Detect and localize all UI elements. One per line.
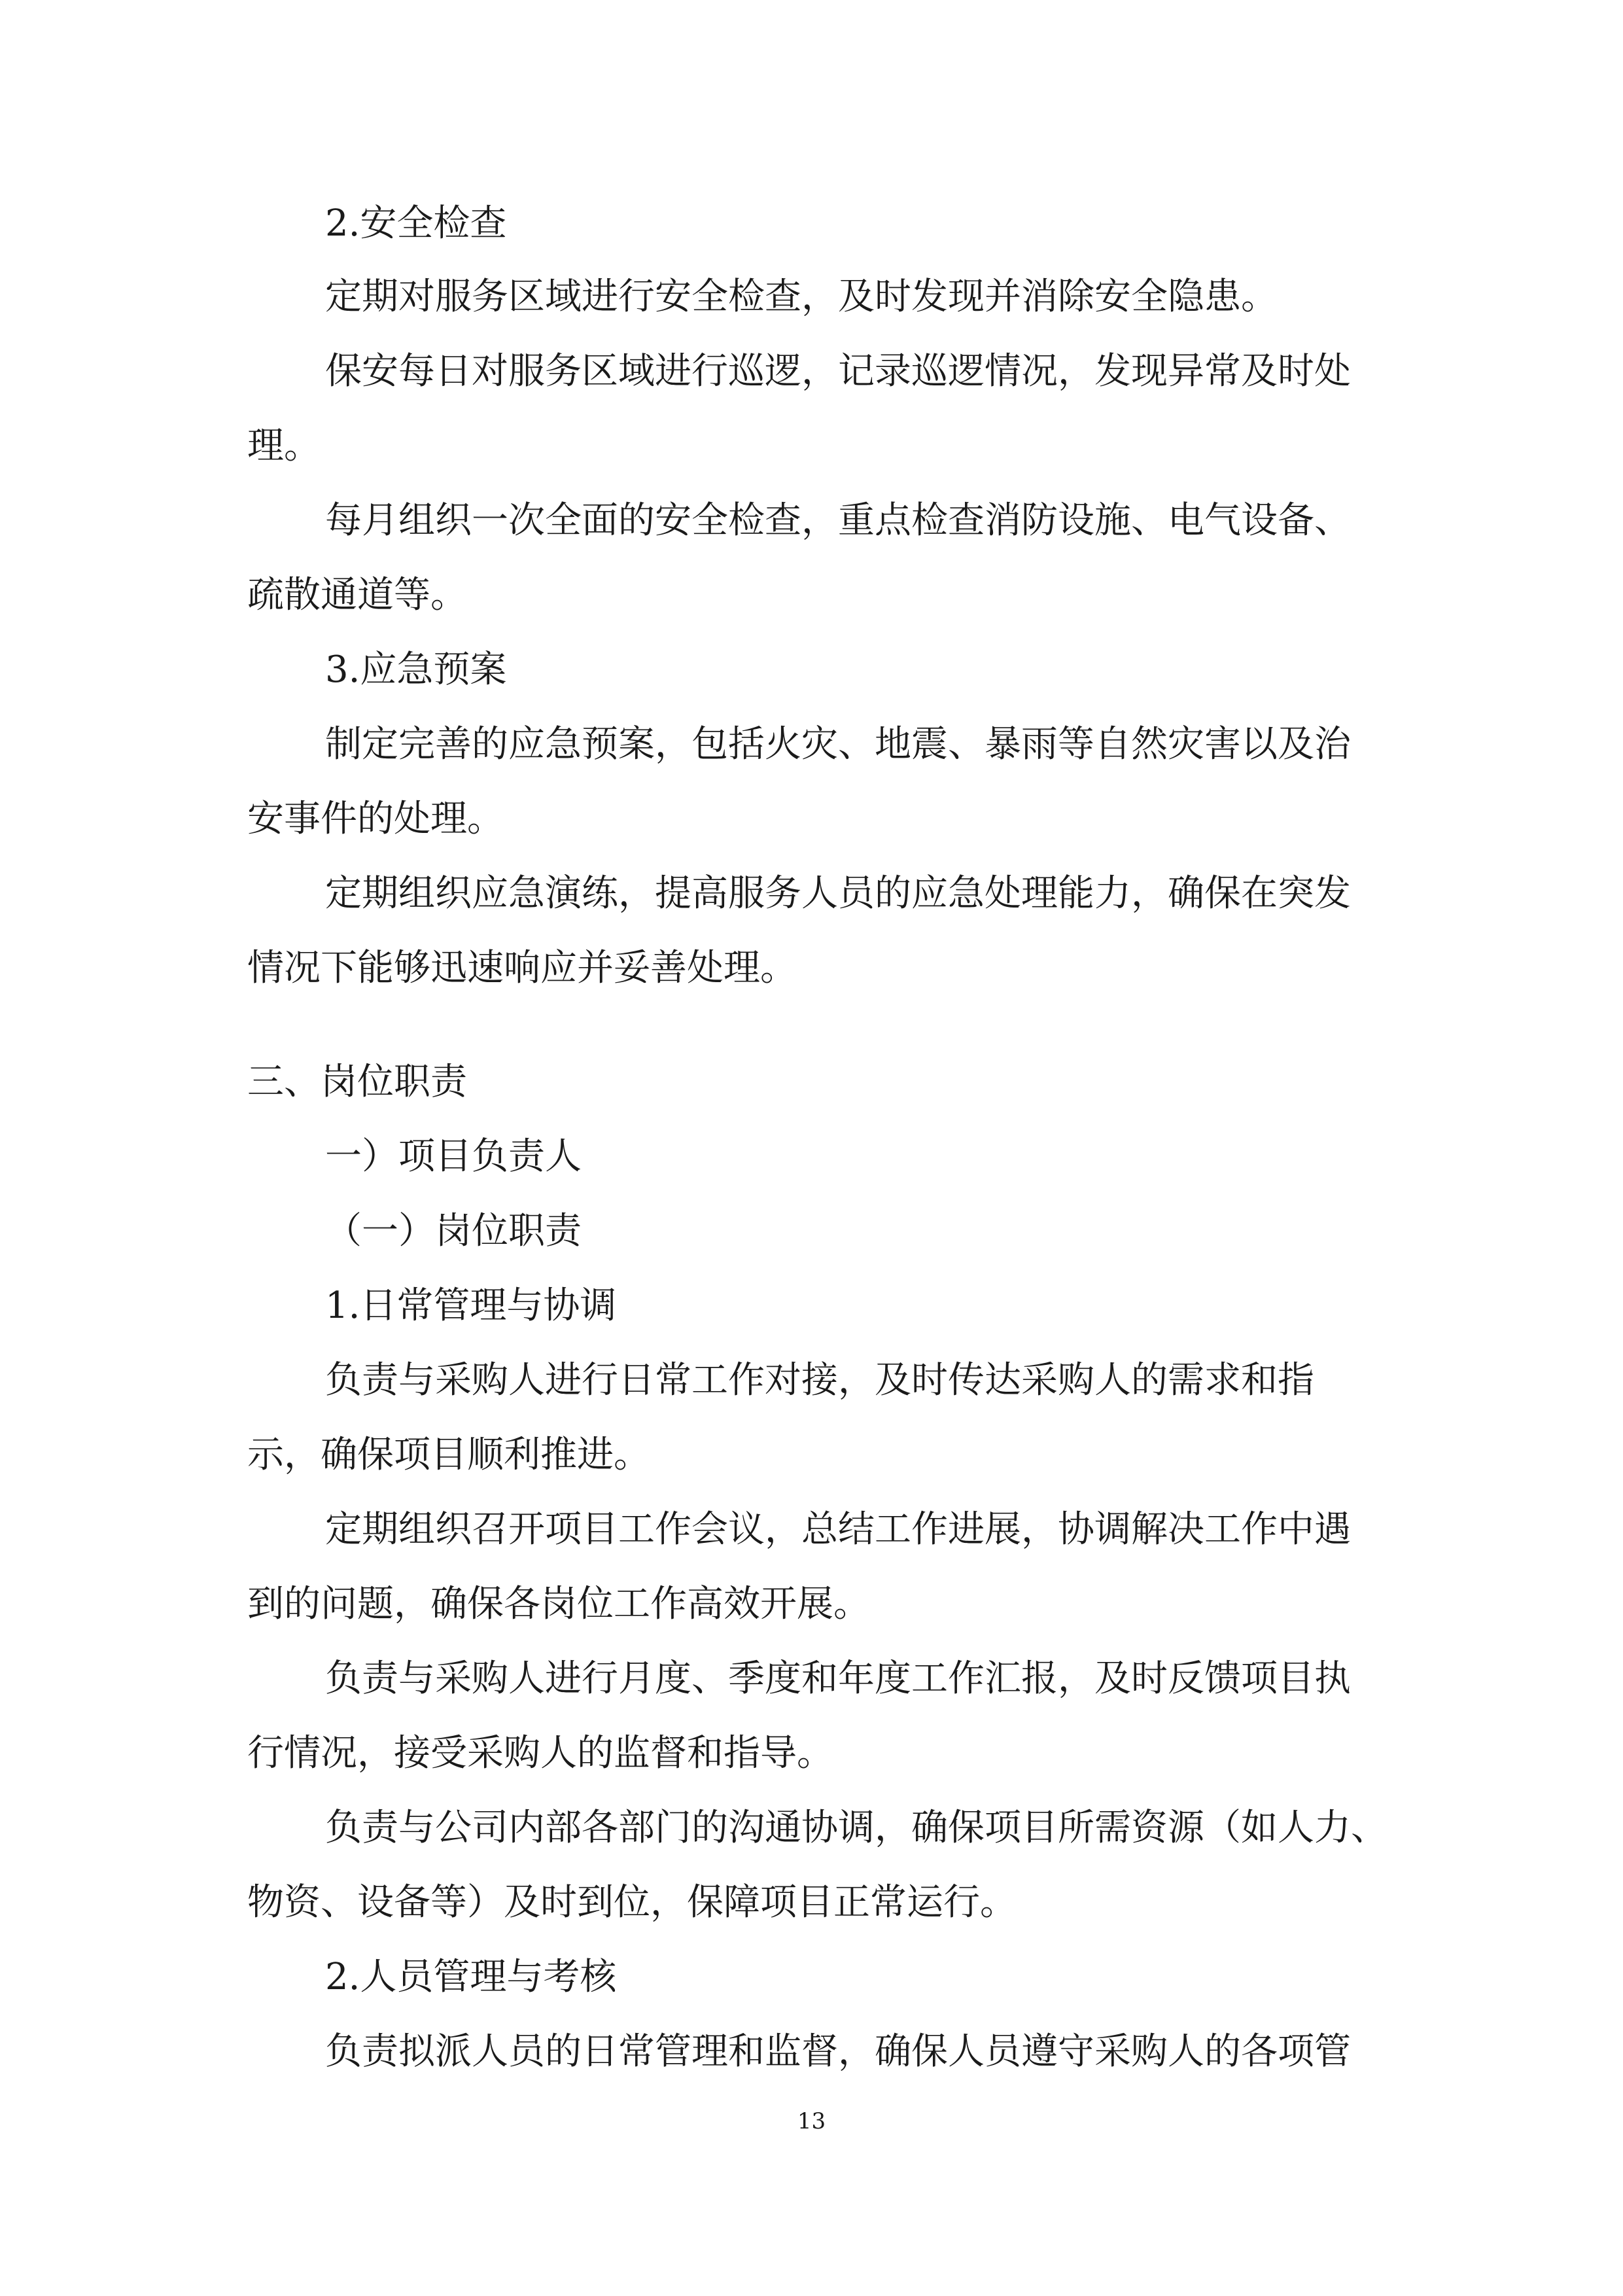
paragraph-line: 物资、设备等）及时到位，保障项目正常运行。 — [247, 1881, 1017, 1924]
paragraph-line: 安事件的处理。 — [247, 798, 504, 840]
subheading-safety-inspection: 2.安全检查 — [325, 202, 507, 245]
subheading-personnel-management: 2.人员管理与考核 — [325, 1956, 617, 1998]
page-number: 13 — [797, 2108, 826, 2134]
paragraph-line: 定期组织应急演练，提高服务人员的应急处理能力，确保在突发 — [325, 872, 1351, 915]
paragraph-line: 制定完善的应急预案，包括火灾、地震、暴雨等自然灾害以及治 — [325, 723, 1351, 766]
paragraph-line: 负责与公司内部各部门的沟通协调，确保项目所需资源（如人力、 — [325, 1807, 1387, 1849]
paragraph-line: 情况下能够迅速响应并妥善处理。 — [247, 947, 797, 989]
subheading-daily-management: 1.日常管理与协调 — [325, 1284, 617, 1327]
paragraph-line: 负责与采购人进行日常工作对接，及时传达采购人的需求和指 — [325, 1359, 1314, 1402]
subheading-emergency-plan: 3.应急预案 — [325, 648, 507, 691]
subsection-duties: （一）岗位职责 — [325, 1210, 582, 1252]
paragraph-line: 示，确保项目顺利推进。 — [247, 1434, 650, 1476]
subsection-project-leader: 一）项目负责人 — [325, 1135, 582, 1178]
paragraph-line: 保安每日对服务区域进行巡逻，记录巡逻情况，发现异常及时处 — [325, 350, 1351, 393]
paragraph-line: 每月组织一次全面的安全检查，重点检查消防设施、电气设备、 — [325, 499, 1351, 542]
paragraph-line: 负责拟派人员的日常管理和监督，确保人员遵守采购人的各项管 — [325, 2030, 1351, 2073]
paragraph-line: 定期对服务区域进行安全检查，及时发现并消除安全隐患。 — [325, 275, 1278, 318]
paragraph-line: 疏散通道等。 — [247, 574, 467, 616]
paragraph-line: 理。 — [247, 425, 321, 467]
paragraph-line: 到的问题，确保各岗位工作高效开展。 — [247, 1583, 870, 1625]
paragraph-line: 定期组织召开项目工作会议，总结工作进展，协调解决工作中遇 — [325, 1508, 1351, 1551]
section-heading-job-duties: 三、岗位职责 — [247, 1061, 467, 1103]
paragraph-line: 负责与采购人进行月度、季度和年度工作汇报，及时反馈项目执 — [325, 1657, 1351, 1700]
paragraph-line: 行情况，接受采购人的监督和指导。 — [247, 1732, 833, 1775]
